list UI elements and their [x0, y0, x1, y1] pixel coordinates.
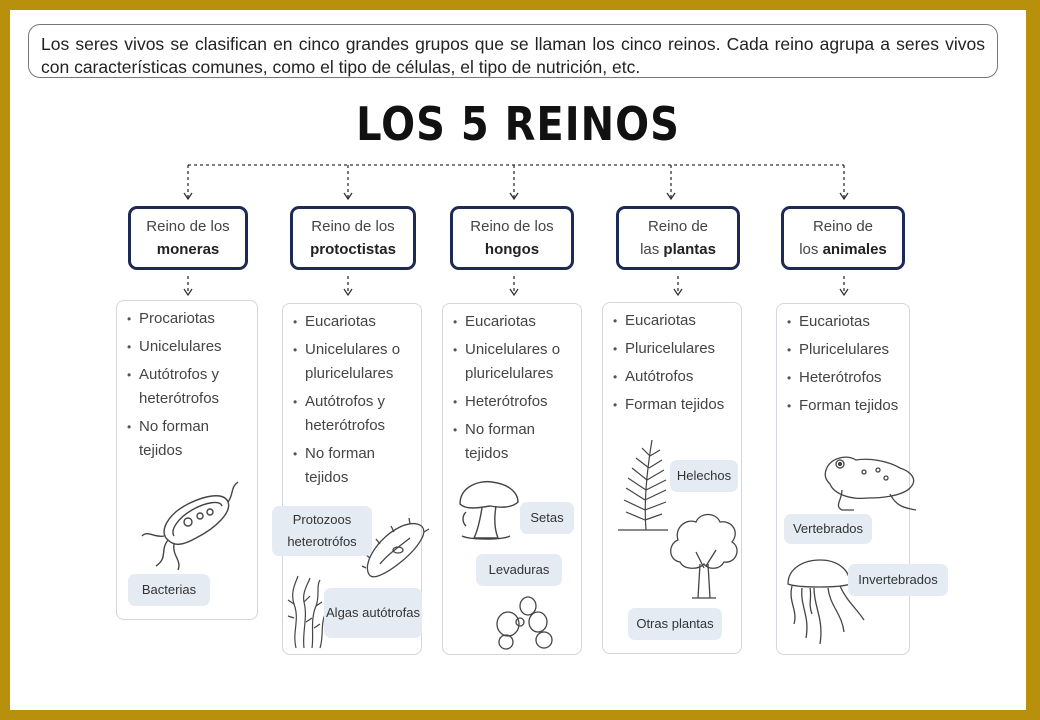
- kingdom-label: Reino de los: [146, 218, 230, 235]
- example-tag-levaduras: Levaduras: [476, 554, 562, 586]
- mushroom-drawing: [456, 478, 522, 542]
- bacteria-drawing: [138, 480, 242, 572]
- trait-item: • Eucariotas: [613, 309, 733, 333]
- yeast-drawing: [490, 594, 556, 654]
- trait-item: • Unicelulares o pluricelulares: [453, 338, 573, 386]
- kingdom-box-animales: [781, 206, 905, 270]
- kingdom-name: moneras: [156, 241, 220, 258]
- trait-item: • Procariotas: [127, 307, 249, 331]
- trait-item: • Unicelulares: [127, 335, 249, 359]
- trait-item: • Forman tejidos: [787, 394, 901, 418]
- fern-drawing: [614, 436, 672, 532]
- tree-drawing: [666, 508, 742, 600]
- card-moneras: [116, 300, 258, 620]
- trait-item: • Unicelulares o pluricelulares: [293, 338, 413, 386]
- kingdom-box-plantas: [616, 206, 740, 270]
- trait-item: • Autótrofos y heterótrofos: [127, 363, 249, 411]
- example-tag-invertebrados: Invertebrados: [848, 564, 948, 596]
- slide: [10, 10, 1026, 710]
- traits-list: [117, 301, 257, 463]
- example-tag-algas: Algas autótrofas: [324, 588, 422, 638]
- kingdom-name: animales: [822, 241, 887, 258]
- kingdom-name: hongos: [484, 241, 540, 258]
- traits-list: [603, 303, 741, 417]
- trait-item: • Heterótrofos: [453, 390, 573, 414]
- traits-list: [283, 304, 421, 490]
- trait-item: • Autótrofos: [613, 365, 733, 389]
- trait-item: • Autótrofos y heterótrofos: [293, 390, 413, 438]
- trait-item: • Forman tejidos: [613, 393, 733, 417]
- example-tag-bacterias: Bacterias: [128, 574, 210, 606]
- example-tag-protozoos: Protozoos heterotrófos: [272, 506, 372, 556]
- kingdom-label-pre: los: [799, 241, 819, 258]
- trait-item: • Heterótrofos: [787, 366, 901, 390]
- trait-item: • Pluricelulares: [613, 337, 733, 361]
- page-title: LOS 5 REINOS: [356, 98, 680, 152]
- trait-item: • Pluricelulares: [787, 338, 901, 362]
- traits-list: [777, 304, 909, 418]
- trait-item: • No forman tejidos: [453, 418, 573, 466]
- kingdom-label-pre: las: [640, 241, 660, 258]
- kingdom-label: Reino de: [812, 218, 874, 235]
- kingdom-label: Reino de los: [311, 218, 395, 235]
- traits-list: [443, 304, 581, 466]
- kingdom-name: protoctistas: [310, 241, 396, 258]
- frog-drawing: [820, 450, 920, 514]
- trait-item: • No forman tejidos: [293, 442, 413, 490]
- trait-item: • Eucariotas: [293, 310, 413, 334]
- kingdom-name: plantas: [663, 241, 716, 258]
- kingdom-box-hongos: [450, 206, 574, 270]
- kingdom-label: Reino de: [647, 218, 709, 235]
- trait-item: • Eucariotas: [453, 310, 573, 334]
- kingdom-box-protoctistas: [290, 206, 416, 270]
- example-tag-setas: Setas: [520, 502, 574, 534]
- intro-text: Los seres vivos se clasifican en cinco grandes grupos que se llaman los cinco reinos. Cada reino agrupa a seres vivos con características comunes, como el tipo de células, el tipo de nutrición, etc.: [28, 24, 998, 78]
- example-tag-helechos: Helechos: [670, 460, 738, 492]
- example-tag-vertebrados: Vertebrados: [784, 514, 872, 544]
- trait-item: • Eucariotas: [787, 310, 901, 334]
- kingdom-label: Reino de los: [470, 218, 554, 235]
- example-tag-otras-plantas: Otras plantas: [628, 608, 722, 640]
- kingdom-box-moneras: [128, 206, 248, 270]
- trait-item: • No forman tejidos: [127, 415, 249, 463]
